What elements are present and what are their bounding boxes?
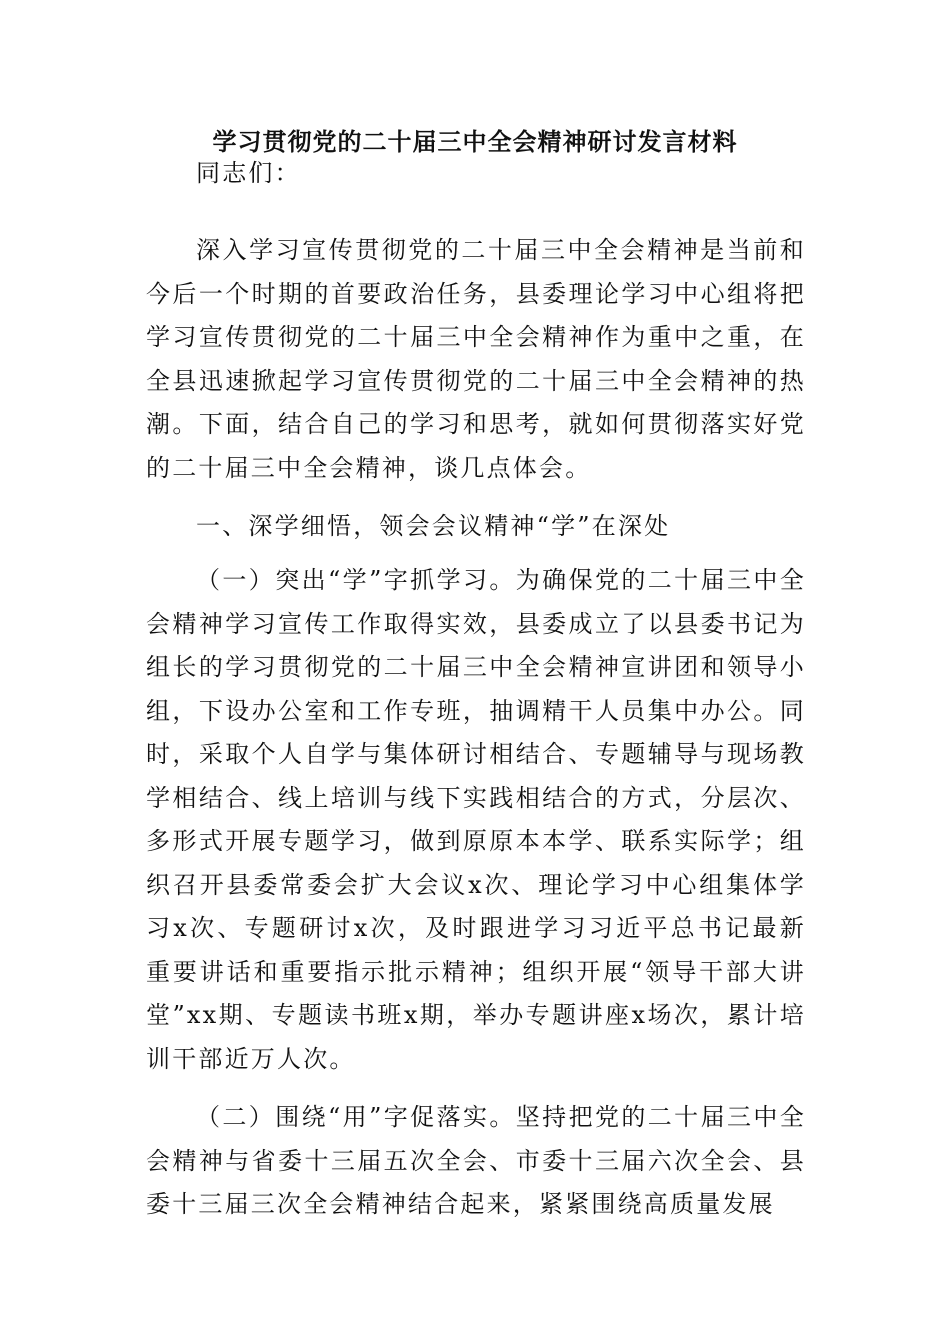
paragraph-intro: 深入学习宣传贯彻党的二十届三中全会精神是当前和今后一个时期的首要政治任务，县委理论学习中心组将把学习宣传贯彻党的二十届三中全会精神作为重中之重，在全县迅速掀起学习宣传贯彻党的二十届三中全会精神的热潮。下面，结合自己的学习和思考，就如何贯彻落实好党的二十届三中全会精神，谈几点体会。 [146, 236, 806, 482]
document-title: 学习贯彻党的二十届三中全会精神研讨发言材料 [212, 127, 738, 156]
paragraph-subsection-2: （二）围绕“用”字促落实。坚持把党的二十届三中全会精神与省委十三届五次全会、市委十三届六次全会、县委十三届三次全会精神结合起来，紧紧围绕高质量发展 [146, 1103, 806, 1218]
section-heading-1: 一、深学细悟，领会会议精神“学”在深处 [196, 512, 671, 540]
paragraph-subsection-1: （一）突出“学”字抓学习。为确保党的二十届三中全会精神学习宣传工作取得实效，县委成立了以县委书记为组长的学习贯彻党的二十届三中全会精神宣讲团和领导小组，下设办公室和工作专班，抽调精干人员集中办公。同时，采取个人自学与集体研讨相结合、专题辅导与现场教学相结合、线上培训与线下实践相结合的方式，分层次、多形式开展专题学习，做到原原本本学、联系实际学；组织召开县委常委会扩大会议x次、理论学习中心组集体学习x次、专题研讨x次，及时跟进学习习近平总书记最新重要讲话和重要指示批示精神；组织开展“领导干部大讲堂”xx期、专题读书班x期，举办专题讲座x场次，累计培训干部近万人次。 [146, 566, 806, 1073]
salutation: 同志们： [196, 159, 301, 187]
